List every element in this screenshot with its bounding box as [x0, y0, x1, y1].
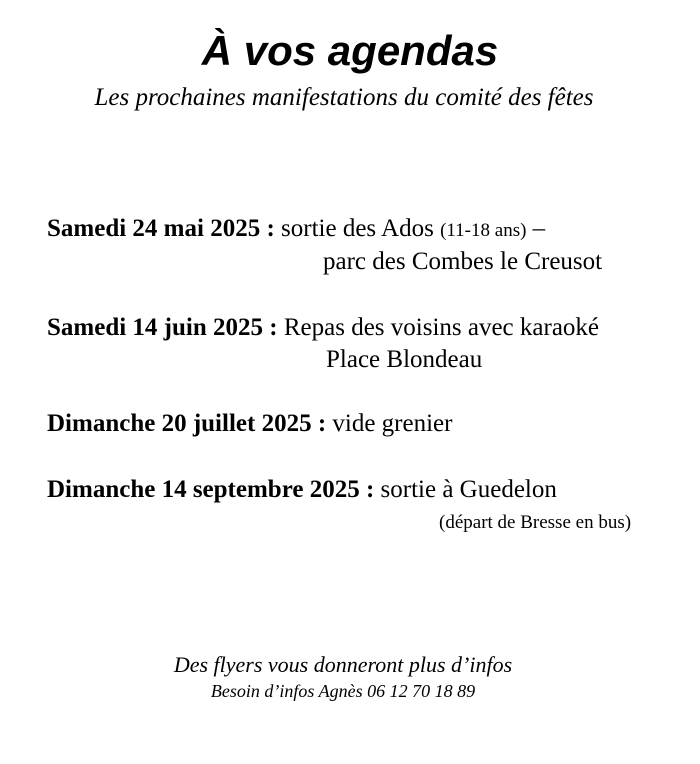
footer-flyers-note: Des flyers vous donneront plus d’infos: [173, 652, 513, 677]
event-date: Dimanche 14 septembre 2025 :: [47, 476, 375, 503]
footer-contact: Besoin d’infos Agnès 06 12 70 18 89: [210, 681, 476, 701]
event-date: Samedi 14 juin 2025 :: [47, 314, 278, 341]
event-note: (11-18 ans): [440, 220, 527, 241]
event-2-continuation: Place Blondeau: [326, 346, 483, 373]
event-description: vide grenier: [332, 410, 453, 437]
event-dash: –: [532, 215, 546, 242]
event-4-continuation: (départ de Bresse en bus): [439, 512, 632, 533]
event-description: sortie à Guedelon: [380, 476, 557, 503]
event-1-continuation: parc des Combes le Creusot: [323, 248, 603, 275]
event-description: sortie des Ados: [281, 215, 434, 242]
event-2: [47, 312, 599, 344]
event-date: Dimanche 20 juillet 2025 :: [47, 410, 327, 437]
event-date: Samedi 24 mai 2025 :: [47, 215, 275, 242]
page-subtitle: Les prochaines manifestations du comité des fêtes: [94, 84, 594, 111]
event-description: Repas des voisins avec karaoké: [283, 314, 600, 341]
event-3: [47, 408, 452, 440]
event-4: [47, 474, 557, 506]
page-title: À vos agendas: [201, 27, 499, 74]
event-1: [47, 213, 545, 247]
